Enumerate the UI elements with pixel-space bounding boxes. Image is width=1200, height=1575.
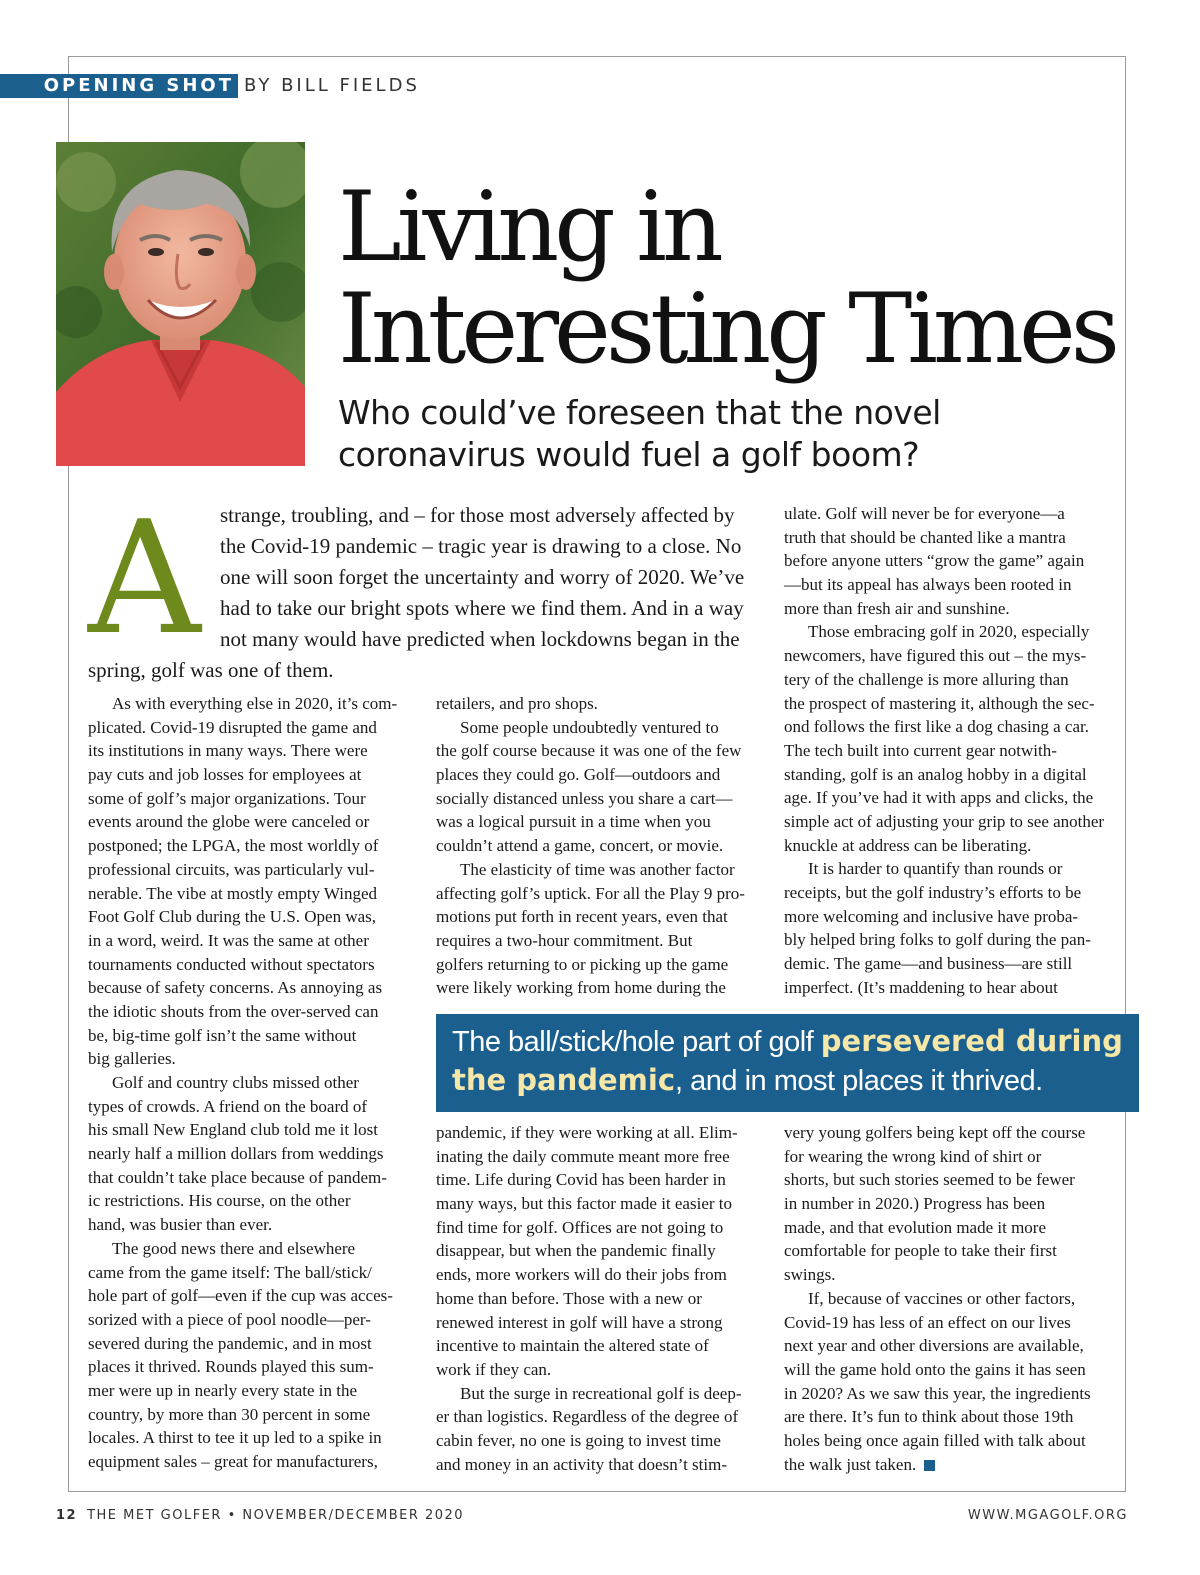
text-line: truth that should be chanted like a mantra	[784, 527, 1066, 547]
text-line: motions put forth in recent years, even that	[436, 907, 728, 927]
pull-quote-text: , and in most places it thrived.	[675, 1065, 1043, 1097]
text-line: the prospect of mastering it, although the sec-	[784, 693, 1095, 713]
text-line: Those embracing golf in 2020, especially	[808, 622, 1090, 642]
text-line: plicated. Covid-19 disrupted the game and	[88, 717, 377, 737]
text-line: his small New England club told me it lost	[88, 1120, 378, 1140]
text-line: demic. The game—and business—are still	[784, 954, 1073, 974]
intro-line: had to take our bright spots where we find them. And in a way	[220, 596, 744, 620]
text-line: shorts, but such stories seemed to be fewer	[784, 1170, 1075, 1190]
body-column-2-top	[436, 692, 761, 1000]
text-line: was a logical pursuit in a time when you	[436, 812, 711, 832]
text-line: cabin fever, no one is going to invest time	[436, 1430, 721, 1450]
text-line: made, and that evolution made it more	[784, 1217, 1047, 1237]
text-line: disappear, but when the pandemic finally	[436, 1241, 716, 1261]
text-line: tournaments conducted without spectators	[88, 954, 375, 974]
text-line: in a word, weird. It was the same at other	[88, 930, 369, 950]
text-line: ends, more workers will do their jobs from	[436, 1265, 727, 1285]
text-line: socially distanced unless you share a cart—	[436, 788, 733, 808]
website-link[interactable]: WWW.MGAGOLF.ORG	[967, 1508, 1128, 1523]
intro-line: the Covid-19 pandemic – tragic year is drawing to a close. No	[220, 534, 742, 558]
text-line: before anyone utters “grow the game” again	[784, 551, 1085, 571]
text-line: came from the game itself: The ball/stick/	[88, 1262, 372, 1282]
pull-quote-line-2	[452, 1061, 1125, 1100]
text-line: nearly half a million dollars from weddings	[88, 1144, 384, 1164]
text-line: pandemic, if they were working at all. Elim-	[436, 1123, 738, 1142]
text-line: couldn’t attend a game, concert, or movie.	[436, 836, 724, 856]
text-line: places they could go. Golf—outdoors and	[436, 765, 721, 785]
text-line: pay cuts and job losses for employees at	[88, 765, 362, 785]
text-line: requires a two-hour commitment. But	[436, 930, 693, 950]
text-line: are there. It’s fun to think about those 19th	[784, 1407, 1074, 1427]
drop-cap: A	[88, 487, 201, 669]
text-line: work if they can.	[436, 1359, 552, 1379]
author-photo	[56, 142, 305, 466]
text-line-last	[784, 1453, 1109, 1477]
text-line: find time for golf. Offices are not going to	[436, 1217, 724, 1237]
text-line: Foot Golf Club during the U.S. Open was,	[88, 907, 377, 927]
intro-paragraph	[88, 487, 760, 684]
text-line: As with everything else in 2020, it’s com-	[112, 694, 398, 713]
text-line: in number in 2020.) Progress has been	[784, 1194, 1046, 1214]
section-label: OPENING SHOT	[0, 74, 238, 98]
body-column-2-bottom	[436, 1121, 761, 1476]
text-line: severed during the pandemic, and in most	[88, 1333, 372, 1353]
title-line-2: Interesting Times	[338, 273, 1116, 385]
text-line: that couldn’t take place because of pandem-	[88, 1167, 387, 1187]
text-line: the walk just taken.	[784, 1454, 917, 1474]
intro-line: not many would have predicted when lockdowns began in the	[220, 627, 740, 651]
text-line: postponed; the LPGA, the most worldly of	[88, 836, 379, 856]
text-line: Some people undoubtedly ventured to	[460, 717, 719, 737]
article-title	[338, 171, 1116, 385]
text-line: newcomers, have figured this out – the mys-	[784, 646, 1087, 666]
text-line: the golf course because it was one of the few	[436, 741, 742, 761]
title-line-1: Living in	[338, 171, 719, 283]
text-line: professional circuits, was particularly vul-	[88, 859, 375, 879]
text-line: er than logistics. Regardless of the degree of	[436, 1407, 739, 1427]
text-line: big galleries.	[88, 1049, 176, 1069]
body-column-3-bottom	[784, 1121, 1109, 1476]
body-column-3-top	[784, 502, 1109, 999]
body-column-1	[88, 692, 413, 1474]
text-line: simple act of adjusting your grip to see another	[784, 811, 1105, 831]
page-number: 12	[56, 1508, 78, 1523]
text-line: types of crowds. A friend on the board of	[88, 1096, 368, 1116]
text-line: hole part of golf—even if the cup was acces-	[88, 1286, 393, 1306]
subtitle-line-1: Who could’ve foreseen that the novel	[338, 393, 941, 432]
text-line: If, because of vaccines or other factors,	[808, 1288, 1076, 1308]
text-line: were likely working from home during the	[436, 978, 726, 998]
pull-quote-text: The ball/stick/hole part of golf	[452, 1026, 821, 1058]
end-mark-icon	[924, 1460, 935, 1471]
subtitle	[338, 392, 1098, 476]
byline: BY BILL FIELDS	[244, 75, 420, 96]
text-line: time. Life during Covid has been harder in	[436, 1170, 726, 1190]
text-line: places it thrived. Rounds played this sum-	[88, 1357, 374, 1377]
text-line: and money in an activity that doesn’t stim-	[436, 1454, 727, 1474]
text-line: standing, golf is an analog hobby in a digital	[784, 764, 1087, 784]
text-line: tery of the challenge is more alluring than	[784, 669, 1069, 689]
text-line: imperfect. (It’s maddening to hear about	[784, 977, 1058, 997]
text-line: for wearing the wrong kind of shirt or	[784, 1146, 1042, 1166]
magazine-issue: THE MET GOLFER • NOVEMBER/DECEMBER 2020	[87, 1508, 465, 1523]
text-line: country, by more than 30 percent in some	[88, 1404, 371, 1424]
pull-quote-highlight: the pandemic	[452, 1063, 676, 1097]
pull-quote	[436, 1014, 1139, 1112]
text-line: more than fresh air and sunshine.	[784, 598, 1010, 618]
text-line: The good news there and elsewhere	[112, 1238, 356, 1258]
text-line: some of golf’s major organizations. Tour	[88, 788, 366, 808]
text-line: very young golfers being kept off the course	[784, 1123, 1086, 1142]
text-line: its institutions in many ways. There were	[88, 741, 368, 761]
text-line: Golf and country clubs missed other	[112, 1073, 359, 1092]
text-line: next year and other diversions are available,	[784, 1336, 1084, 1356]
text-line: locales. A thirst to tee it up led to a spike in	[88, 1428, 382, 1448]
text-line: But the surge in recreational golf is deep-	[460, 1383, 742, 1403]
text-line: because of safety concerns. As annoying as	[88, 978, 383, 998]
text-line: equipment sales – great for manufacturers,	[88, 1452, 378, 1471]
text-line: knuckle at address can be liberating.	[784, 835, 1032, 855]
subtitle-line-2: coronavirus would fuel a golf boom?	[338, 435, 920, 474]
text-line: in 2020? As we saw this year, the ingredients	[784, 1383, 1091, 1403]
text-line: the idiotic shouts from the over-served can	[88, 1001, 379, 1021]
intro-line: spring, golf was one of them.	[88, 658, 334, 682]
text-line: holes being once again filled with talk about	[784, 1430, 1086, 1450]
intro-line: strange, troubling, and – for those most adversely affected by	[220, 503, 735, 527]
text-line: age. If you’ve had it with apps and clicks, the	[784, 788, 1094, 808]
text-line: —but its appeal has always been rooted in	[784, 575, 1072, 595]
text-line: many ways, but this factor made it easier to	[436, 1194, 732, 1214]
text-line: hand, was busier than ever.	[88, 1215, 273, 1235]
text-line: mer were up in nearly every state in the	[88, 1380, 358, 1400]
text-line: ic restrictions. His course, on the other	[88, 1191, 351, 1211]
pull-quote-line-1	[452, 1022, 1125, 1061]
text-line: swings.	[784, 1265, 836, 1285]
text-line: It is harder to quantify than rounds or	[808, 859, 1063, 879]
text-line: ulate. Golf will never be for everyone—a	[784, 504, 1065, 523]
text-line: affecting golf’s uptick. For all the Play 9 pro-	[436, 883, 745, 903]
text-line: inating the daily commute meant more free	[436, 1146, 730, 1166]
text-line: more welcoming and inclusive have proba-	[784, 906, 1079, 926]
text-line: nerable. The vibe at mostly empty Winged	[88, 883, 378, 903]
footer-folio	[56, 1508, 464, 1523]
text-line: The tech built into current gear notwith-	[784, 740, 1057, 760]
intro-line: one will soon forget the uncertainty and worry of 2020. We’ve	[220, 565, 745, 589]
text-line: renewed interest in golf will have a strong	[436, 1312, 723, 1332]
text-line: Covid-19 has less of an effect on our lives	[784, 1312, 1071, 1332]
text-line: retailers, and pro shops.	[436, 694, 598, 713]
text-line: golfers returning to or picking up the game	[436, 954, 729, 974]
text-line: home than before. Those with a new or	[436, 1288, 702, 1308]
pull-quote-highlight: persevered during	[820, 1024, 1123, 1058]
text-line: comfortable for people to take their first	[784, 1241, 1057, 1261]
text-line: be, big-time golf isn’t the same without	[88, 1025, 357, 1045]
text-line: will the game hold onto the gains it has seen	[784, 1359, 1086, 1379]
text-line: events around the globe were canceled or	[88, 812, 370, 832]
text-line: ond follows the first like a dog chasing a car.	[784, 717, 1089, 737]
text-line: bly helped bring folks to golf during the pan-	[784, 930, 1091, 950]
text-line: incentive to maintain the altered state of	[436, 1336, 709, 1356]
text-line: The elasticity of time was another factor	[460, 859, 735, 879]
text-line: sorized with a piece of pool noodle—per-	[88, 1309, 371, 1329]
text-line: receipts, but the golf industry’s efforts to be	[784, 883, 1082, 902]
